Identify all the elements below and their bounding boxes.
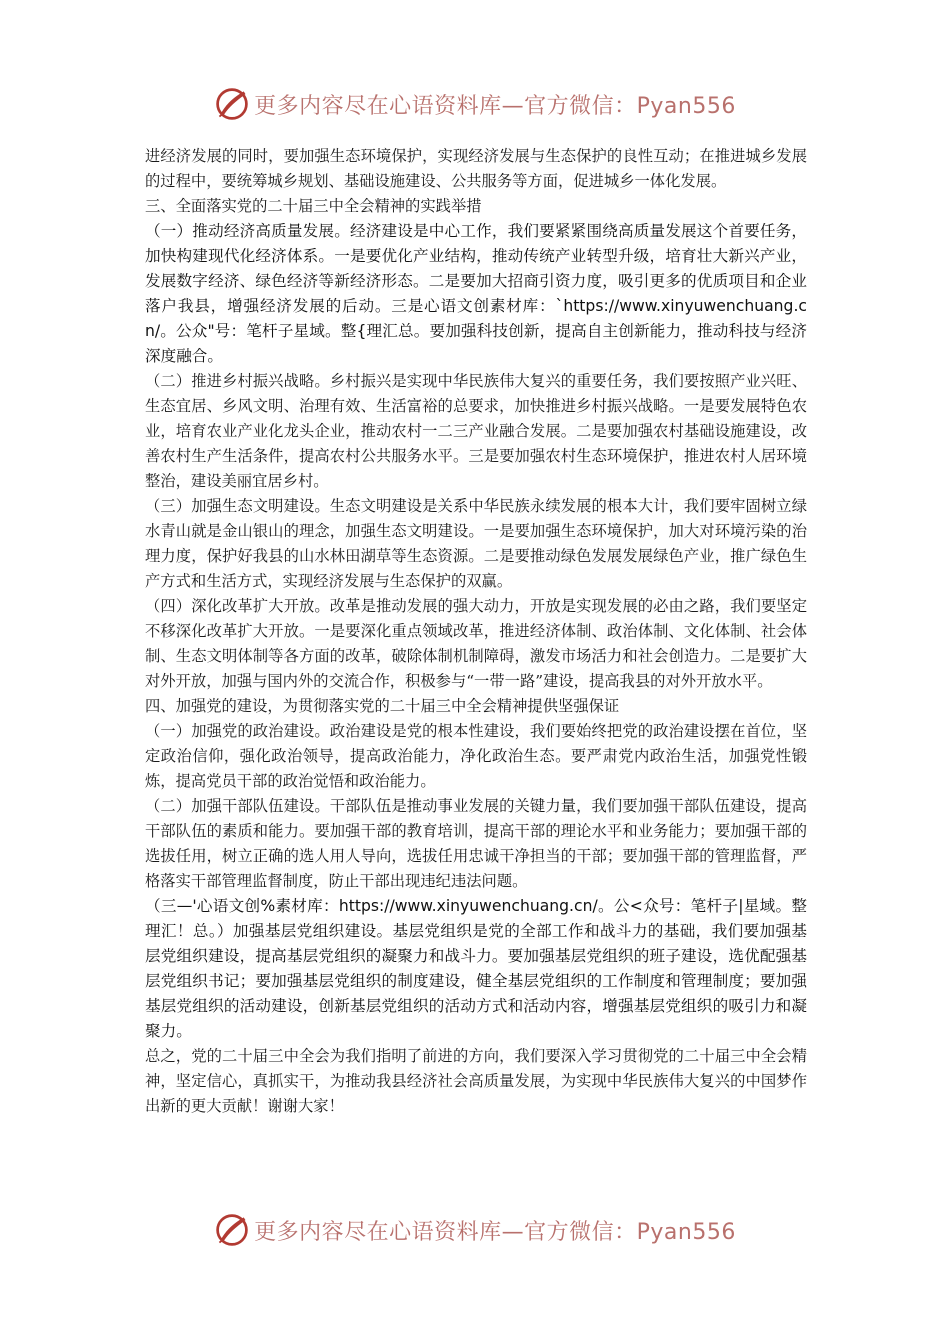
banner-text: 更多内容尽在心语资料库—官方微信：Pyan556 (254, 1219, 736, 1245)
pen-logo-icon (214, 1212, 250, 1248)
paragraph: （一）加强党的政治建设。政治建设是党的根本性建设，我们要始终把党的政治建设摆在首位，坚定政治信仰，强化政治领导，提高政治能力，净化政治生态。要严肃党内政治生活，加强党性锻炼，提高党员干部的政治觉悟和政治能力。 (145, 722, 807, 790)
banner-text: 更多内容尽在心语资料库—官方微信：Pyan556 (254, 93, 736, 119)
section-heading: 四、加强党的建设，为贯彻落实党的二十届三中全会精神提供坚强保证 (145, 697, 620, 715)
paragraph: （三—'心语文创%素材库：https://www.xinyuwenchuang.cn/。公<众号：笔杆子|星域。整理汇！总。）加强基层党组织建设。基层党组织是党的全部工作和战斗力的基础，我们要加强基层党组织建设，提高基层党组织的凝聚力和战斗力。要加强基层党组织的班子建设，选优配强基层党组织书记；要加强基层党组织的制度建设，健全基层党组织的工作制度和管理制度；要加强基层党组织的活动建设，创新基层党组织的活动方式和活动内容，增强基层党组织的吸引力和凝聚力。 (145, 897, 807, 1040)
paragraph: 总之，党的二十届三中全会为我们指明了前进的方向，我们要深入学习贯彻党的二十届三中全会精神，坚定信心，真抓实干，为推动我县经济社会高质量发展，为实现中华民族伟大复兴的中国梦作出新的更大贡献！谢谢大家！ (145, 1047, 807, 1115)
paragraph: （一）推动经济高质量发展。经济建设是中心工作，我们要紧紧围绕高质量发展这个首要任务，加快构建现代化经济体系。一是要优化产业结构，推动传统产业转型升级，培育壮大新兴产业，发展数字经济、绿色经济等新经济形态。二是要加大招商引资力度，吸引更多的优质项目和企业落户我县，增强经济发展的后动。三是心语文创素材库：`https://www.xinyuwenchuang.cn/。公众"号：笔杆子星域。整{理汇总。要加强科技创新，提高自主创新能力，推动科技与经济深度融合。 (145, 222, 807, 365)
pen-logo-icon (214, 86, 250, 122)
document-body (145, 144, 807, 1119)
footer-banner (0, 1208, 950, 1252)
paragraph: 进经济发展的同时，要加强生态环境保护，实现经济发展与生态保护的良性互动；在推进城乡发展的过程中，要统筹城乡规划、基础设施建设、公共服务等方面，促进城乡一体化发展。 (145, 147, 807, 190)
paragraph: （二）推进乡村振兴战略。乡村振兴是实现中华民族伟大复兴的重要任务，我们要按照产业兴旺、生态宜居、乡风文明、治理有效、生活富裕的总要求，加快推进乡村振兴战略。一是要发展特色农业，培育农业产业化龙头企业，推动农村一二三产业融合发展。二是要加强农村基础设施建设，改善农村生产生活条件，提高农村公共服务水平。三是要加强农村生态环境保护，推进农村人居环境整治，建设美丽宜居乡村。 (145, 372, 807, 490)
paragraph: （二）加强干部队伍建设。干部队伍是推动事业发展的关键力量，我们要加强干部队伍建设，提高干部队伍的素质和能力。要加强干部的教育培训，提高干部的理论水平和业务能力；要加强干部的选拔任用，树立正确的选人用人导向，选拔任用忠诚干净担当的干部；要加强干部的管理监督，严格落实干部管理监督制度，防止干部出现违纪违法问题。 (145, 797, 807, 890)
section-heading: 三、全面落实党的二十届三中全会精神的实践举措 (145, 197, 482, 215)
paragraph: （四）深化改革扩大开放。改革是推动发展的强大动力，开放是实现发展的必由之路，我们要坚定不移深化改革扩大开放。一是要深化重点领域改革，推进经济体制、政治体制、文化体制、社会体制、生态文明体制等各方面的改革，破除体制机制障碍，激发市场活力和社会创造力。二是要扩大对外开放，加强与国内外的交流合作，积极参与“一带一路”建设，提高我县的对外开放水平。 (145, 597, 807, 690)
paragraph: （三）加强生态文明建设。生态文明建设是关系中华民族永续发展的根本大计，我们要牢固树立绿水青山就是金山银山的理念，加强生态文明建设。一是要加强生态环境保护，加大对环境污染的治理力度，保护好我县的山水林田湖草等生态资源。二是要推动绿色发展发展绿色产业，推广绿色生产方式和生活方式，实现经济发展与生态保护的双赢。 (145, 497, 807, 590)
header-banner (0, 82, 950, 126)
